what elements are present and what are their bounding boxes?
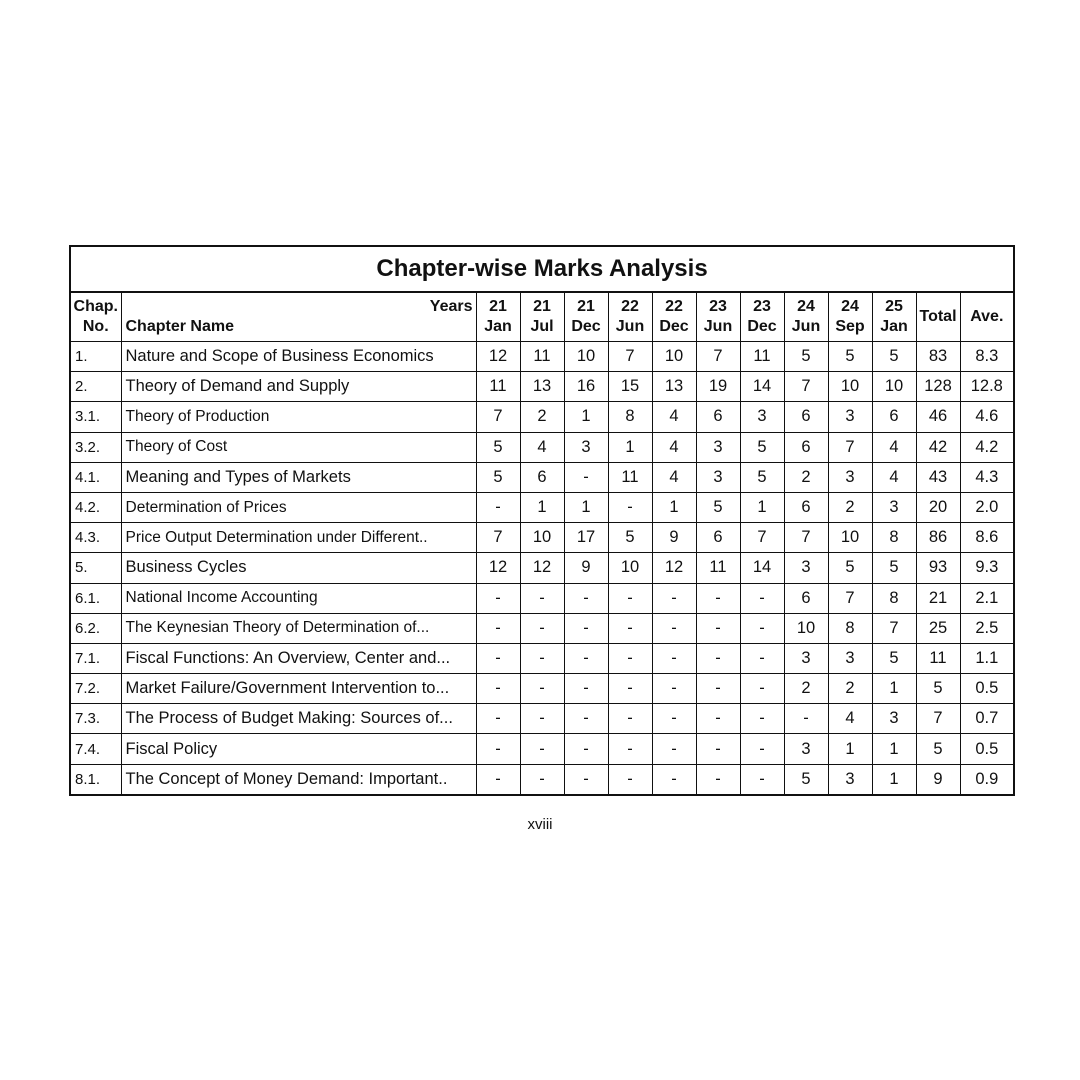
average-cell: 8.6 <box>960 523 1014 553</box>
marks-cell: 1 <box>564 492 608 522</box>
marks-cell: 7 <box>828 432 872 462</box>
exam-year: 22 <box>665 298 683 315</box>
marks-cell: - <box>520 674 564 704</box>
marks-cell: 13 <box>520 372 564 402</box>
marks-cell: 5 <box>784 764 828 795</box>
marks-cell: 17 <box>564 523 608 553</box>
exam-year: 24 <box>841 298 859 315</box>
marks-cell: - <box>652 613 696 643</box>
total-cell: 86 <box>916 523 960 553</box>
marks-cell: - <box>564 704 608 734</box>
marks-cell: 7 <box>784 372 828 402</box>
exam-header <box>784 292 828 342</box>
marks-cell: 10 <box>564 342 608 372</box>
marks-cell: 3 <box>740 402 784 432</box>
marks-cell: 12 <box>520 553 564 583</box>
marks-cell: 7 <box>476 402 520 432</box>
marks-cell: 1 <box>872 734 916 764</box>
chapter-name: Fiscal Policy <box>121 734 476 764</box>
chapter-name: Theory of Cost <box>121 432 476 462</box>
marks-cell: 3 <box>696 432 740 462</box>
chapter-name: The Keynesian Theory of Determination of... <box>121 613 476 643</box>
marks-cell: 12 <box>652 553 696 583</box>
marks-cell: 10 <box>784 613 828 643</box>
marks-cell: - <box>608 492 652 522</box>
marks-cell: 5 <box>740 462 784 492</box>
chapter-name: National Income Accounting <box>121 583 476 613</box>
marks-cell: - <box>476 613 520 643</box>
marks-cell: 6 <box>696 402 740 432</box>
marks-cell: 3 <box>696 462 740 492</box>
marks-cell: 5 <box>872 553 916 583</box>
exam-year: 22 <box>621 298 639 315</box>
table-row <box>70 523 1014 553</box>
exam-header <box>520 292 564 342</box>
chapter-number: 6.2. <box>70 613 121 643</box>
marks-cell: - <box>696 643 740 673</box>
marks-cell: - <box>564 583 608 613</box>
marks-cell: 5 <box>608 523 652 553</box>
marks-cell: - <box>652 734 696 764</box>
table-row <box>70 734 1014 764</box>
marks-cell: - <box>564 674 608 704</box>
marks-cell: 6 <box>784 432 828 462</box>
marks-cell: - <box>652 764 696 795</box>
table-title: Chapter-wise Marks Analysis <box>70 246 1014 292</box>
marks-cell: 1 <box>740 492 784 522</box>
marks-cell: 6 <box>784 492 828 522</box>
marks-cell: - <box>608 643 652 673</box>
chapter-name: Fiscal Functions: An Overview, Center and... <box>121 643 476 673</box>
marks-cell: 5 <box>872 342 916 372</box>
marks-cell: 4 <box>652 402 696 432</box>
marks-cell: - <box>740 674 784 704</box>
marks-cell: - <box>740 613 784 643</box>
marks-cell: - <box>608 704 652 734</box>
marks-cell: 1 <box>564 402 608 432</box>
marks-cell: 16 <box>564 372 608 402</box>
marks-cell: - <box>784 704 828 734</box>
marks-cell: 7 <box>608 342 652 372</box>
marks-cell: - <box>564 643 608 673</box>
marks-cell: - <box>696 613 740 643</box>
total-cell: 20 <box>916 492 960 522</box>
table-row <box>70 342 1014 372</box>
table-row <box>70 674 1014 704</box>
average-cell: 12.8 <box>960 372 1014 402</box>
average-cell: 8.3 <box>960 342 1014 372</box>
marks-cell: - <box>476 674 520 704</box>
total-header: Total <box>916 292 960 342</box>
marks-cell: - <box>740 704 784 734</box>
exam-header <box>828 292 872 342</box>
marks-cell: 4 <box>652 432 696 462</box>
marks-cell: 14 <box>740 372 784 402</box>
marks-cell: 8 <box>828 613 872 643</box>
marks-cell: - <box>608 764 652 795</box>
table-row <box>70 462 1014 492</box>
marks-cell: 12 <box>476 553 520 583</box>
marks-cell: 6 <box>696 523 740 553</box>
chapter-number: 4.1. <box>70 462 121 492</box>
chapter-name-header <box>121 292 476 342</box>
marks-cell: 8 <box>872 523 916 553</box>
chapter-name-label: Chapter Name <box>125 318 234 335</box>
total-cell: 83 <box>916 342 960 372</box>
average-cell: 4.3 <box>960 462 1014 492</box>
table-row <box>70 704 1014 734</box>
exam-month: Jun <box>703 318 733 335</box>
exam-header <box>476 292 520 342</box>
marks-cell: - <box>608 734 652 764</box>
marks-cell: - <box>652 704 696 734</box>
exam-month: Jan <box>880 318 908 335</box>
exam-header <box>652 292 696 342</box>
marks-cell: 11 <box>696 553 740 583</box>
marks-cell: 3 <box>828 462 872 492</box>
average-cell: 2.0 <box>960 492 1014 522</box>
chapter-name: Business Cycles <box>121 553 476 583</box>
marks-cell: - <box>608 674 652 704</box>
marks-cell: 7 <box>476 523 520 553</box>
marks-cell: 1 <box>520 492 564 522</box>
marks-cell: 2 <box>520 402 564 432</box>
marks-cell: 5 <box>476 432 520 462</box>
marks-cell: 1 <box>872 674 916 704</box>
chapter-number: 5. <box>70 553 121 583</box>
marks-cell: 19 <box>696 372 740 402</box>
table-row <box>70 432 1014 462</box>
total-cell: 9 <box>916 764 960 795</box>
marks-analysis-table <box>69 245 1015 796</box>
average-cell: 9.3 <box>960 553 1014 583</box>
marks-cell: - <box>696 734 740 764</box>
marks-cell: 11 <box>608 462 652 492</box>
exam-month: Jan <box>484 318 512 335</box>
marks-cell: 6 <box>784 583 828 613</box>
total-cell: 11 <box>916 643 960 673</box>
marks-cell: 1 <box>608 432 652 462</box>
marks-cell: 10 <box>608 553 652 583</box>
marks-cell: - <box>564 613 608 643</box>
marks-cell: 4 <box>872 462 916 492</box>
exam-year: 25 <box>885 298 903 315</box>
chapter-name: Meaning and Types of Markets <box>121 462 476 492</box>
average-cell: 2.5 <box>960 613 1014 643</box>
chapter-number: 2. <box>70 372 121 402</box>
total-cell: 25 <box>916 613 960 643</box>
average-cell: 2.1 <box>960 583 1014 613</box>
marks-cell: - <box>652 583 696 613</box>
chapter-name: Price Output Determination under Different.. <box>121 523 476 553</box>
chapter-number: 7.2. <box>70 674 121 704</box>
chapter-name: Theory of Production <box>121 402 476 432</box>
exam-month: Dec <box>571 318 601 335</box>
marks-cell: - <box>696 764 740 795</box>
total-cell: 128 <box>916 372 960 402</box>
total-cell: 5 <box>916 674 960 704</box>
marks-cell: - <box>520 734 564 764</box>
marks-cell: 8 <box>608 402 652 432</box>
years-label: Years <box>429 298 473 315</box>
marks-cell: 8 <box>872 583 916 613</box>
exam-header <box>564 292 608 342</box>
average-cell: 0.7 <box>960 704 1014 734</box>
marks-cell: - <box>520 613 564 643</box>
marks-cell: 2 <box>784 674 828 704</box>
marks-cell: 10 <box>828 523 872 553</box>
marks-cell: - <box>476 764 520 795</box>
exam-month: Jun <box>791 318 821 335</box>
chapter-number: 7.1. <box>70 643 121 673</box>
total-cell: 5 <box>916 734 960 764</box>
marks-cell: - <box>696 583 740 613</box>
marks-cell: 14 <box>740 553 784 583</box>
marks-cell: - <box>740 583 784 613</box>
header-row <box>70 292 1014 342</box>
total-cell: 42 <box>916 432 960 462</box>
exam-month: Jul <box>530 318 554 335</box>
marks-cell: 7 <box>784 523 828 553</box>
table-row <box>70 402 1014 432</box>
marks-cell: 5 <box>828 342 872 372</box>
average-header: Ave. <box>960 292 1014 342</box>
marks-cell: 7 <box>740 523 784 553</box>
marks-cell: - <box>652 643 696 673</box>
marks-cell: 12 <box>476 342 520 372</box>
chapter-name: Determination of Prices <box>121 492 476 522</box>
chap-no-header <box>70 292 121 342</box>
marks-cell: - <box>740 734 784 764</box>
exam-month: Dec <box>659 318 689 335</box>
marks-cell: 5 <box>784 342 828 372</box>
chapter-number: 7.3. <box>70 704 121 734</box>
marks-cell: - <box>740 643 784 673</box>
marks-cell: 7 <box>872 613 916 643</box>
chapter-number: 4.2. <box>70 492 121 522</box>
chapter-number: 8.1. <box>70 764 121 795</box>
total-cell: 21 <box>916 583 960 613</box>
marks-cell: - <box>740 764 784 795</box>
marks-cell: - <box>696 704 740 734</box>
chapter-name: The Concept of Money Demand: Important.. <box>121 764 476 795</box>
exam-year: 24 <box>797 298 815 315</box>
marks-analysis-sheet <box>69 245 1013 796</box>
total-cell: 93 <box>916 553 960 583</box>
marks-cell: - <box>520 704 564 734</box>
marks-cell: 5 <box>872 643 916 673</box>
marks-cell: 11 <box>476 372 520 402</box>
exam-header <box>608 292 652 342</box>
chap-header-line1: Chap. <box>73 298 118 315</box>
exam-month: Jun <box>615 318 645 335</box>
marks-cell: - <box>520 583 564 613</box>
table-body <box>70 342 1014 795</box>
marks-cell: 3 <box>828 764 872 795</box>
exam-year: 21 <box>533 298 551 315</box>
marks-cell: - <box>652 674 696 704</box>
table-row <box>70 372 1014 402</box>
marks-cell: 2 <box>828 492 872 522</box>
total-cell: 7 <box>916 704 960 734</box>
marks-cell: 3 <box>564 432 608 462</box>
chapter-number: 6.1. <box>70 583 121 613</box>
marks-cell: 2 <box>828 674 872 704</box>
marks-cell: - <box>476 643 520 673</box>
chap-header-line2: No. <box>82 318 109 335</box>
marks-cell: - <box>476 492 520 522</box>
marks-cell: 5 <box>476 462 520 492</box>
marks-cell: 11 <box>740 342 784 372</box>
marks-cell: 6 <box>872 402 916 432</box>
exam-header <box>696 292 740 342</box>
marks-cell: 15 <box>608 372 652 402</box>
table-row <box>70 583 1014 613</box>
exam-month: Dec <box>747 318 777 335</box>
marks-cell: - <box>696 674 740 704</box>
marks-cell: - <box>476 583 520 613</box>
marks-cell: 3 <box>784 553 828 583</box>
chapter-name: Market Failure/Government Intervention to... <box>121 674 476 704</box>
table-row <box>70 643 1014 673</box>
average-cell: 0.5 <box>960 734 1014 764</box>
marks-cell: - <box>564 764 608 795</box>
table-row <box>70 553 1014 583</box>
marks-cell: 3 <box>828 402 872 432</box>
chapter-number: 1. <box>70 342 121 372</box>
exam-year: 21 <box>489 298 507 315</box>
marks-cell: 5 <box>740 432 784 462</box>
marks-cell: 13 <box>652 372 696 402</box>
chapter-name: Theory of Demand and Supply <box>121 372 476 402</box>
marks-cell: 1 <box>872 764 916 795</box>
marks-cell: - <box>564 734 608 764</box>
marks-cell: 4 <box>828 704 872 734</box>
marks-cell: 3 <box>784 643 828 673</box>
chapter-name: Nature and Scope of Business Economics <box>121 342 476 372</box>
exam-month: Sep <box>835 318 865 335</box>
marks-cell: 10 <box>652 342 696 372</box>
marks-cell: 3 <box>872 704 916 734</box>
chapter-number: 7.4. <box>70 734 121 764</box>
marks-cell: 4 <box>520 432 564 462</box>
marks-cell: 7 <box>828 583 872 613</box>
marks-cell: 1 <box>652 492 696 522</box>
marks-cell: 5 <box>696 492 740 522</box>
marks-cell: - <box>564 462 608 492</box>
marks-cell: 3 <box>784 734 828 764</box>
exam-year: 21 <box>577 298 595 315</box>
marks-cell: - <box>520 764 564 795</box>
marks-cell: 6 <box>784 402 828 432</box>
table-row <box>70 764 1014 795</box>
chapter-name: The Process of Budget Making: Sources of... <box>121 704 476 734</box>
chapter-number: 3.1. <box>70 402 121 432</box>
marks-cell: 9 <box>652 523 696 553</box>
average-cell: 0.9 <box>960 764 1014 795</box>
marks-cell: - <box>476 704 520 734</box>
marks-cell: 7 <box>696 342 740 372</box>
marks-cell: 1 <box>828 734 872 764</box>
marks-cell: 11 <box>520 342 564 372</box>
marks-cell: 10 <box>872 372 916 402</box>
exam-year: 23 <box>709 298 727 315</box>
exam-header <box>740 292 784 342</box>
marks-cell: 6 <box>520 462 564 492</box>
marks-cell: 4 <box>652 462 696 492</box>
average-cell: 1.1 <box>960 643 1014 673</box>
marks-cell: 2 <box>784 462 828 492</box>
marks-cell: 4 <box>872 432 916 462</box>
exam-header <box>872 292 916 342</box>
marks-cell: 3 <box>872 492 916 522</box>
page-number: xviii <box>527 816 553 833</box>
average-cell: 4.6 <box>960 402 1014 432</box>
table-row <box>70 492 1014 522</box>
total-cell: 46 <box>916 402 960 432</box>
marks-cell: 5 <box>828 553 872 583</box>
marks-cell: 9 <box>564 553 608 583</box>
chapter-number: 4.3. <box>70 523 121 553</box>
total-cell: 43 <box>916 462 960 492</box>
average-cell: 0.5 <box>960 674 1014 704</box>
marks-cell: - <box>520 643 564 673</box>
marks-cell: - <box>608 583 652 613</box>
exam-year: 23 <box>753 298 771 315</box>
marks-cell: 3 <box>828 643 872 673</box>
table-row <box>70 613 1014 643</box>
marks-cell: 10 <box>520 523 564 553</box>
marks-cell: - <box>476 734 520 764</box>
chapter-number: 3.2. <box>70 432 121 462</box>
average-cell: 4.2 <box>960 432 1014 462</box>
marks-cell: 10 <box>828 372 872 402</box>
marks-cell: - <box>608 613 652 643</box>
